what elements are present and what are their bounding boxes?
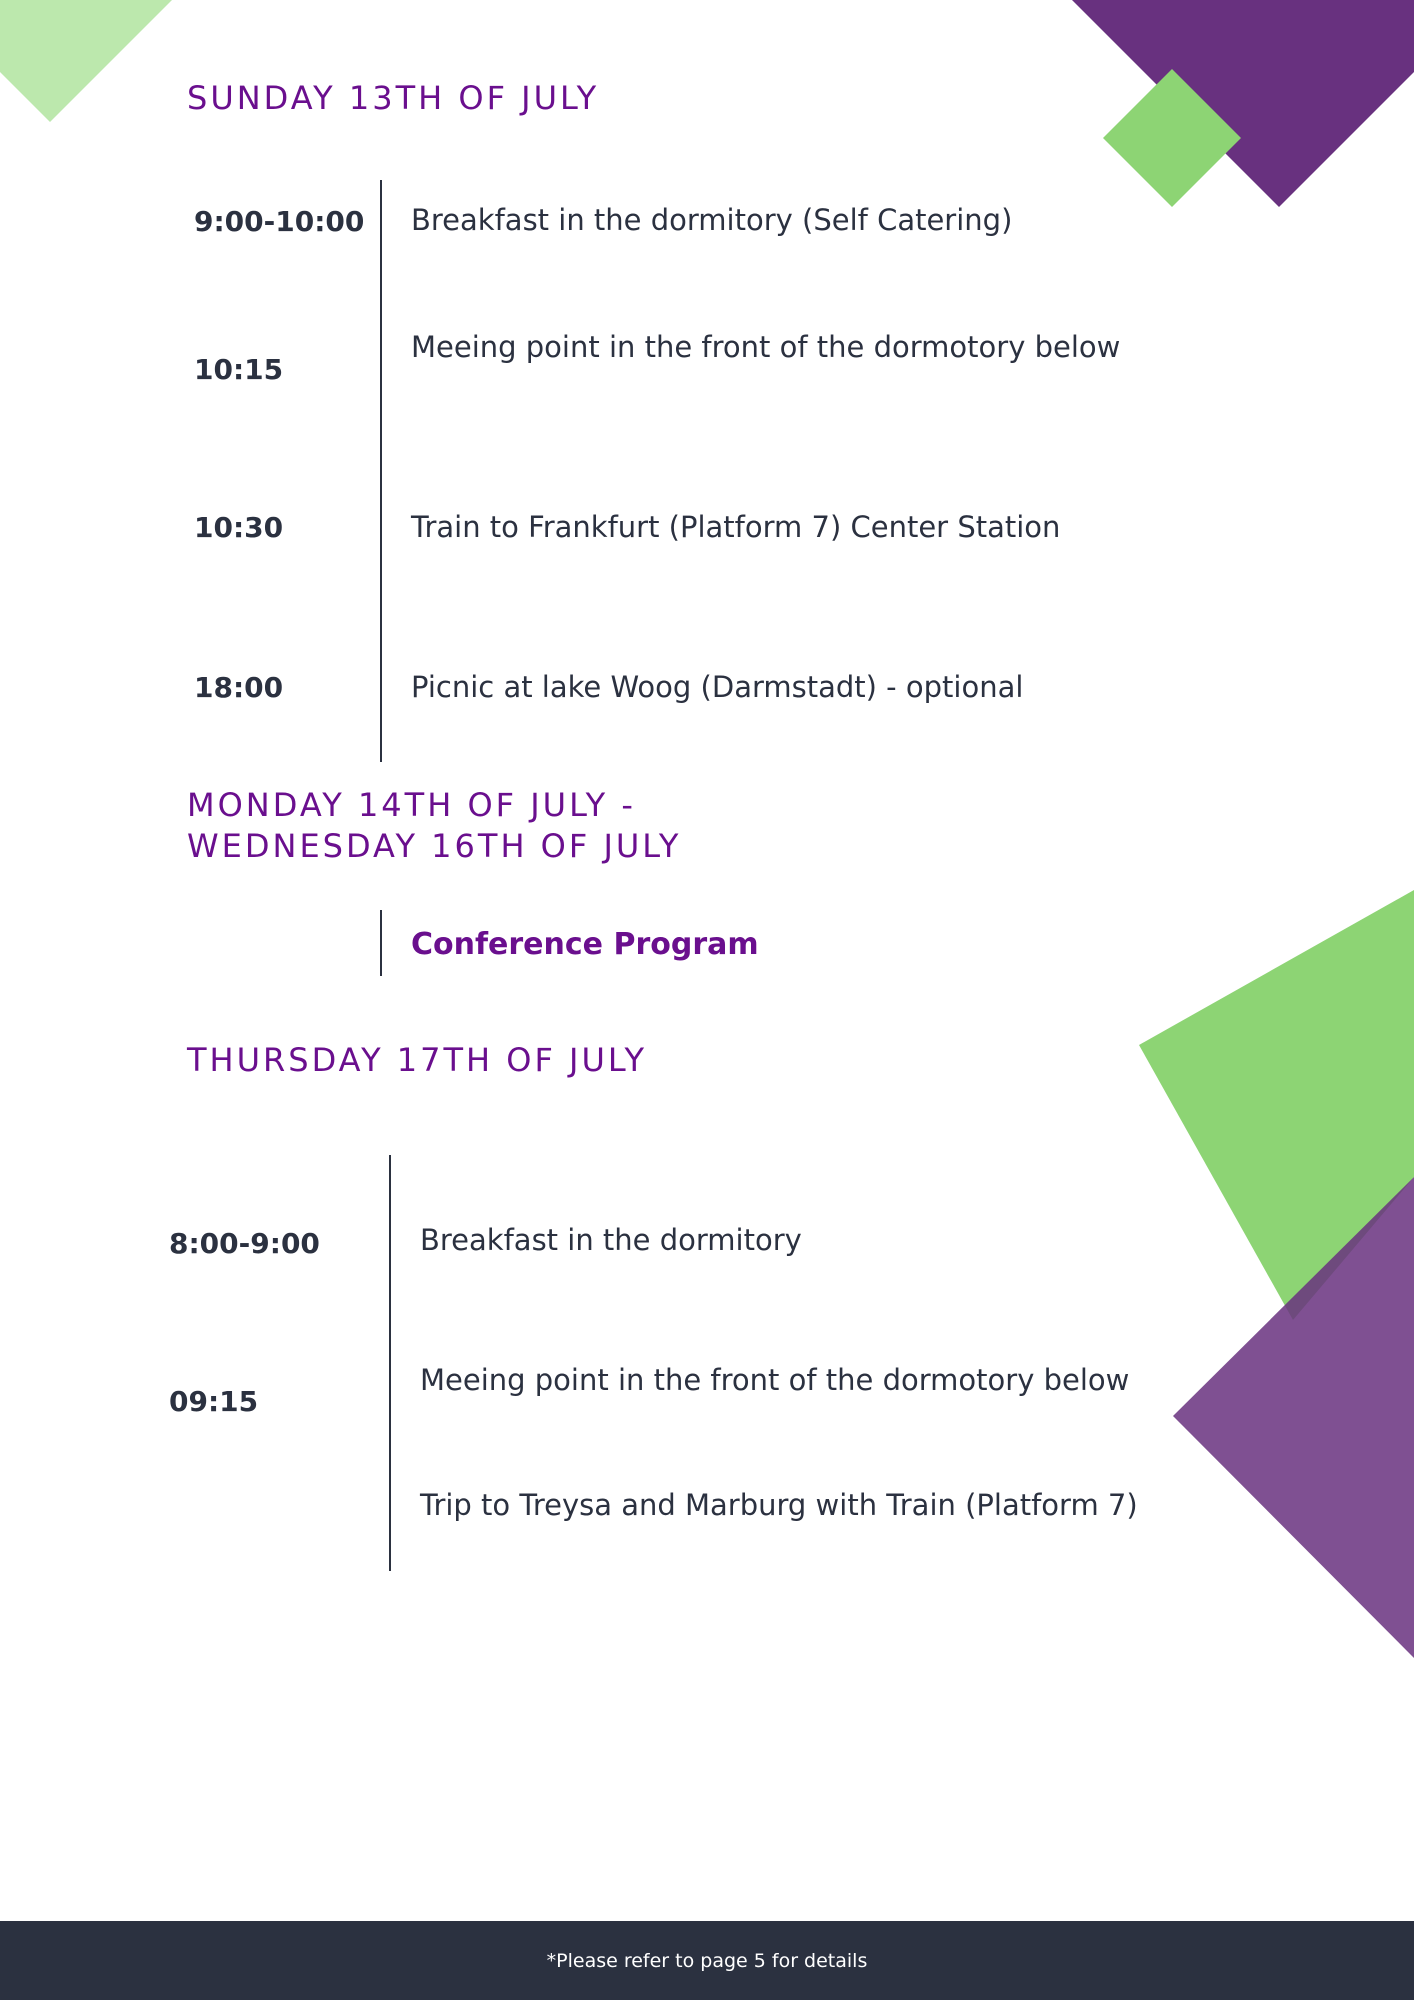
monday-timeline-divider — [380, 910, 382, 976]
sunday-time-1: 9:00-10:00 — [194, 205, 365, 238]
footer-note: *Please refer to page 5 for details — [546, 1949, 868, 1972]
sunday-heading: SUNDAY 13TH OF JULY — [187, 79, 600, 117]
top-left-green-triangle — [0, 0, 172, 122]
monday-heading-line2: WEDNESDAY 16TH OF JULY — [187, 827, 682, 865]
sunday-time-4: 18:00 — [194, 671, 284, 704]
conference-program-label: Conference Program — [411, 927, 759, 962]
footer-bar — [0, 1921, 1414, 2000]
thursday-event-3: Trip to Treysa and Marburg with Train (Platform 7) — [420, 1488, 1138, 1522]
sunday-event-3: Train to Frankfurt (Platform 7) Center Station — [411, 510, 1061, 544]
sunday-event-4: Picnic at lake Woog (Darmstadt) - optional — [411, 670, 1024, 704]
thursday-event-2: Meeing point in the front of the dormotory below — [420, 1363, 1130, 1397]
sunday-event-2: Meeing point in the front of the dormotory below — [411, 330, 1121, 364]
thursday-heading: THURSDAY 17TH OF JULY — [187, 1041, 648, 1079]
sunday-time-2: 10:15 — [194, 353, 284, 386]
sunday-event-1: Breakfast in the dormitory (Self Catering) — [411, 203, 1013, 237]
monday-heading-line1: MONDAY 14TH OF JULY - — [187, 786, 636, 824]
top-right-purple-diamond — [1072, 0, 1414, 207]
sunday-timeline-divider — [380, 180, 382, 762]
thursday-time-1: 8:00-9:00 — [169, 1227, 320, 1260]
thursday-timeline-divider — [389, 1155, 391, 1571]
thursday-time-2: 09:15 — [169, 1385, 259, 1418]
sunday-time-3: 10:30 — [194, 511, 284, 544]
thursday-event-1: Breakfast in the dormitory — [420, 1223, 802, 1257]
